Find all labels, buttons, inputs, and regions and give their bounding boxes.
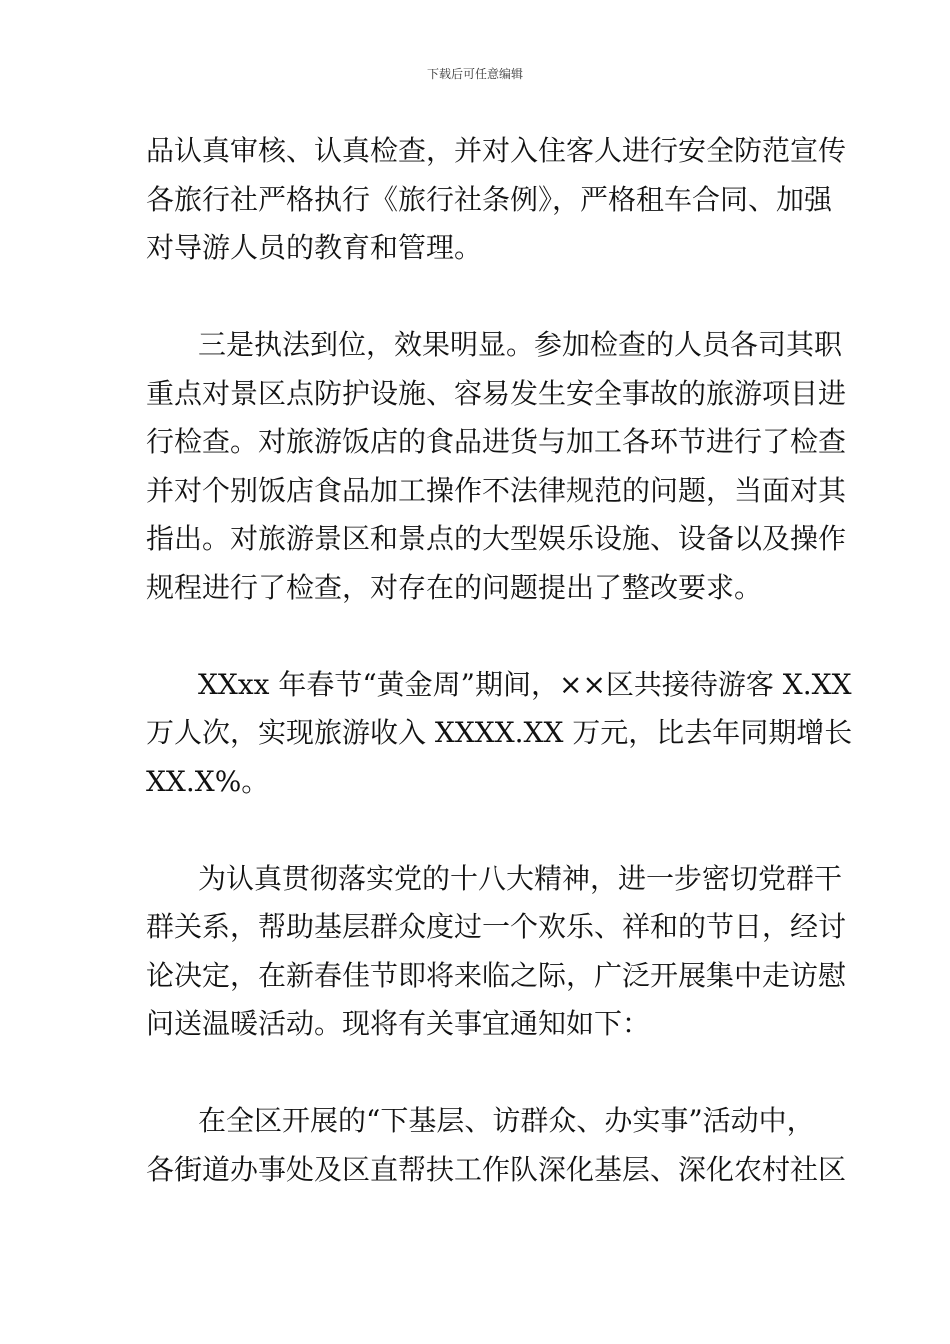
paragraph-gap: [146, 273, 810, 322]
paragraph-2-line-4: 并对个别饭店食品加工操作不法律规范的问题，当面对其: [146, 473, 847, 507]
paragraph-gap: [146, 806, 810, 855]
paragraph-2-line-5: 指出。对旅游景区和景点的大型娱乐设施、设备以及操作: [146, 522, 847, 555]
page-header-note: 下载后可任意编辑: [426, 67, 523, 81]
paragraph-4-line-3: 论决定，在新春佳节即将来临之际，广泛开展集中走访慰: [146, 958, 847, 992]
paragraph-2-line-2: 重点对景区点防护设施、容易发生安全事故的旅游项目进: [146, 376, 847, 410]
paragraph-gap: [146, 612, 810, 661]
paragraph-4-line-2: 群关系，帮助基层群众度过一个欢乐、祥和的节日，经讨: [146, 910, 847, 943]
paragraph-3-line-2: 万人次，实现旅游收入 XXXX.XX 万元，比去年同期增长: [146, 716, 853, 749]
paragraph-5-line-2: 各街道办事处及区直帮扶工作队深化基层、深化农村社区: [146, 1152, 847, 1186]
paragraph-2-line-3: 行检查。对旅游饭店的食品进货与加工各环节进行了检查: [146, 425, 847, 458]
paragraph-3-line-3: XX.X%。: [146, 764, 270, 798]
paragraph-3-line-1: XXxx 年春节“黄金周”期间，××区共接待游客 X.XX: [198, 667, 852, 701]
paragraph-2-line-1: 三是执法到位，效果明显。参加检查的人员各司其职: [198, 328, 843, 361]
document-body: [146, 127, 853, 1194]
paragraph-4-line-1: 为认真贯彻落实党的十八大精神，进一步密切党群干: [198, 861, 843, 895]
paragraph-1-line-3: 对导游人员的教育和管理。: [146, 231, 483, 264]
paragraph-5-line-1: 在全区开展的“下基层、访群众、办实事”活动中，: [198, 1104, 815, 1137]
paragraph-gap: [146, 1049, 810, 1098]
paragraph-1-line-1: 品认真审核、认真检查，并对入住客人进行安全防范宣传: [146, 134, 847, 167]
paragraph-1-line-2: 各旅行社严格执行《旅行社条例》，严格租车合同、加强: [146, 182, 833, 216]
paragraph-2-line-6: 规程进行了检查，对存在的问题提出了整改要求。: [146, 570, 763, 604]
paragraph-4-line-4: 问送温暖活动。现将有关事宜通知如下：: [146, 1007, 651, 1040]
